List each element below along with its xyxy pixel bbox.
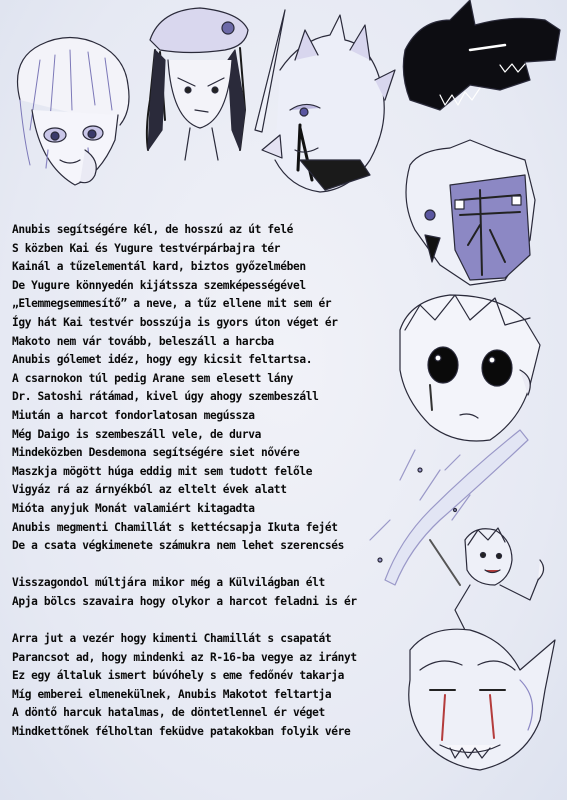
stanza-gap [12, 611, 392, 630]
poem-line: Visszagondol múltjára mikor még a Külvilágban élt [12, 576, 325, 590]
poem-line: Még Daigo is szembeszáll vele, de durva [12, 427, 262, 441]
poem-line: „Elemmegsemmesítő” a neve, a tűz ellene mit sem ér [12, 297, 332, 311]
armored-horned-figure-illustration [262, 15, 395, 192]
poem-line: De a csata végkimenete számukra nem lehet szerencsés [12, 539, 345, 553]
poem-line: A döntő harcuk hatalmas, de döntetlennel ér véget [12, 706, 325, 720]
poem-line: De Yugure könnyedén kijátssza szemképességével [12, 278, 306, 292]
poem-line: Kainál a tűzelementál kard, biztos győzelmében [12, 260, 306, 274]
poem-line: Így hát Kai testvér bosszúja is gyors úton véget ér [12, 315, 338, 329]
poem-line: Ez egy általuk ismert búvóhely s eme fedőnév takarja [12, 669, 345, 683]
wolf-head-black-illustration [403, 0, 560, 110]
poem-line: Vigyáz rá az árnyékból az eltelt évek alatt [12, 483, 287, 497]
poem-line: Mindeközben Desdemona segítségére siet nővére [12, 446, 300, 460]
poem-line: Makoto nem vár tovább, beleszáll a harcba [12, 334, 274, 348]
poem-line: Mióta anyjuk Monát valamiért kitagadta [12, 501, 255, 515]
girl-face-crying-illustration [18, 38, 130, 186]
poem-line: Parancsot ad, hogy mindenki az R-16-ba vegye az irányt [12, 650, 357, 664]
poem-line: Anubis segítségére kél, de hosszú az út felé [12, 223, 293, 236]
poem-text [12, 221, 392, 742]
elf-eared-bleeding-face-illustration [409, 629, 555, 770]
poem-line: Mindkettőnek félholtan feküdve patakokban folyik vére [12, 725, 351, 739]
poem-line: Anubis megmenti Chamillát s kettécsapja Ikuta fejét [12, 520, 338, 534]
poem-line: Apja bölcs szavaira hogy olykor a harcot feladni is ér [12, 594, 357, 608]
small-boy-fighting-illustration [430, 528, 544, 640]
poem-line: S közben Kai és Yugure testvérpárbajra tér [12, 241, 281, 255]
boy-with-hat-illustration [147, 8, 248, 160]
poem-line: Miután a harcot fondorlatosan megússza [12, 408, 255, 422]
poem-line: Maszkja mögött húga eddig mit sem tudott felőle [12, 464, 313, 478]
boy-black-eyes-illustration [400, 295, 540, 441]
poem-line: Míg emberei elmenekülnek, Anubis Makotot feltartja [12, 687, 332, 701]
masked-figure-illustration [406, 140, 535, 285]
poem-line: Dr. Satoshi rátámad, kivel úgy ahogy szembeszáll [12, 390, 319, 404]
poem-line: Anubis gólemet idéz, hogy egy kicsit feltartsa. [12, 353, 313, 367]
poem-line: Arra jut a vezér hogy kimenti Chamillát s csapatát [12, 632, 332, 646]
poem-line: A csarnokon túl pedig Arane sem elesett lány [12, 371, 293, 385]
stanza-gap [12, 556, 392, 575]
